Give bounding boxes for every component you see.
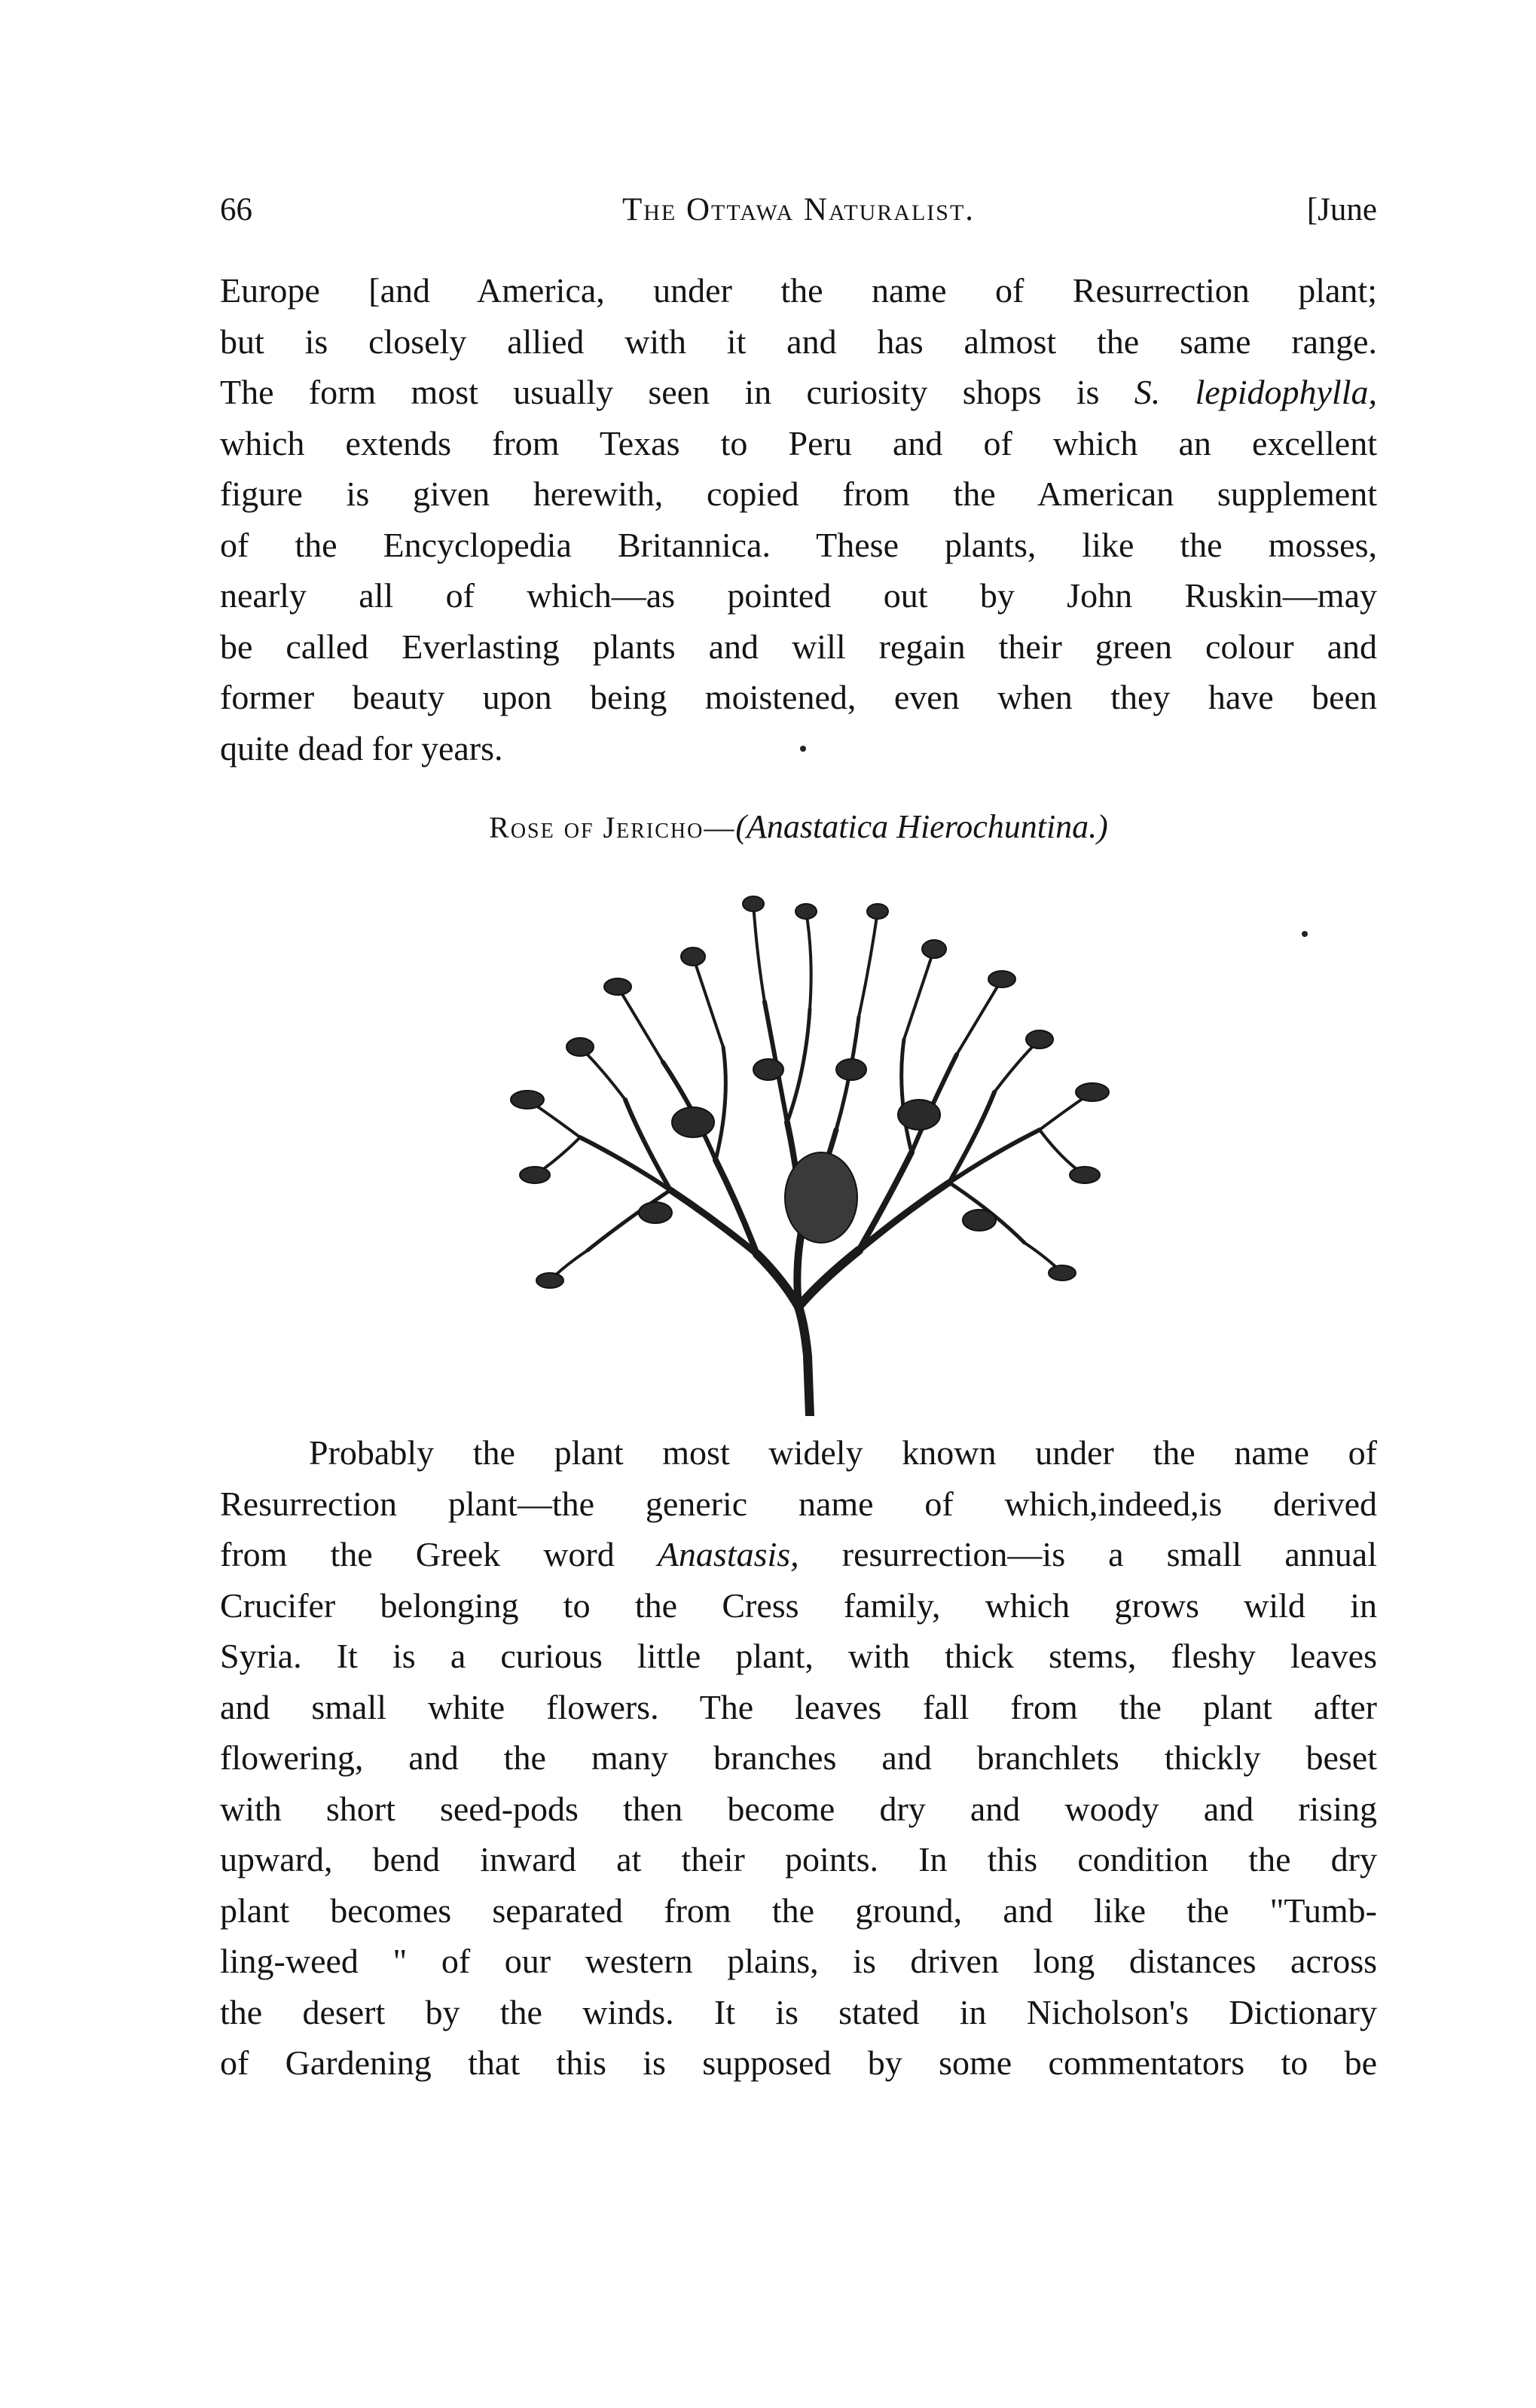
text-line: Probably the plant most widely known under the name of [309,1433,1377,1472]
species-name: S. lepidophylla, [1134,373,1377,411]
text-line: quite dead for years. [220,728,503,768]
text-line: of Gardening that this is supposed by some commentators to be [220,2043,1377,2082]
plant-illustration-icon [467,874,1145,1416]
rose-of-jericho-drawing [467,874,1145,1416]
text-line: the desert by the winds. It is stated in Nicholson's Dictionary [220,1992,1377,2031]
text-line: Europe [and America, under the name of Resurrection plant; [220,271,1377,310]
print-speck [1302,931,1308,937]
text-line: Crucifer belonging to the Cress family, which grows wild in [220,1585,1377,1625]
text-line: ling-weed " of our western plains, is driven long distances across [220,1942,1377,1980]
page-header [220,191,1377,246]
text-line: upward, bend inward at their points. In this condition the dry [220,1840,1377,1878]
running-title: The Ottawa Naturalist. [621,192,976,227]
paragraph-resurrection-plant-intro [220,265,1377,774]
text-line: and small white flowers. The leaves fall from the plant after [220,1687,1377,1726]
text-line: with short seed-pods then become dry and woody and rising [220,1789,1377,1828]
text-line: plant becomes separated from the ground, and like the "Tumb- [220,1891,1377,1930]
figure-caption [220,807,1377,846]
text-line: from the Greek word Anastasis, resurrection—is a small annual [220,1535,1377,1573]
text-line: which extends from Texas to Peru and of which an excellent [220,423,1377,462]
text-line: nearly all of which—as pointed out by John Ruskin—may [220,576,1377,615]
issue-month: [June [1306,192,1377,227]
text-line: Resurrection plant—the generic name of which,indeed,is derived [220,1484,1377,1523]
genus-word: Anastasis, [657,1535,799,1573]
text-line: former beauty upon being moistened, even when they have been [220,678,1377,716]
text-line: be called Everlasting plants and will regain their green colour and [220,627,1377,666]
caption-latin-name: (Anastatica Hierochuntina.) [735,808,1108,845]
print-speck [800,746,806,752]
text-line: The form most usually seen in curiosity shops is S. lepidophylla, [220,373,1377,411]
text-line: but is closely allied with it and has almost the same range. [220,322,1377,361]
caption-common-name: Rose of Jericho— [489,810,736,844]
page-number: 66 [220,192,252,227]
text-line: flowering, and the many branches and branchlets thickly beset [220,1738,1377,1777]
text-line: Syria. It is a curious little plant, with thick stems, fleshy leaves [220,1637,1377,1675]
paragraph-anastatica [220,1427,1377,2089]
text-line: figure is given herewith, copied from the American supplement [220,475,1377,513]
text-line: of the Encyclopedia Britannica. These plants, like the mosses, [220,525,1377,564]
